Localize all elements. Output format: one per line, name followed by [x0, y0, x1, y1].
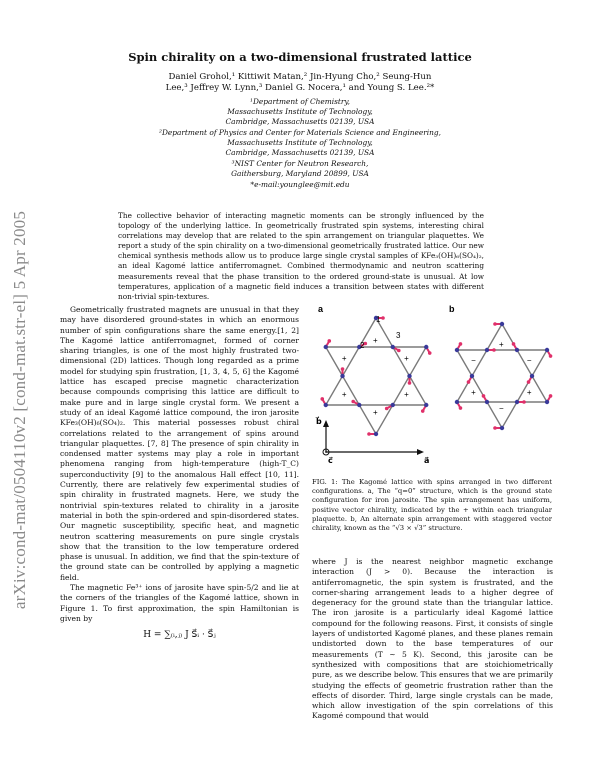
axis-c-dot [325, 451, 327, 453]
abstract: The collective behavior of interacting magnetic moments can be strongly influenced by the topology of the underlying lattice. In geometrically frustrated spin systems, interesting chiral correlations may develop that are related to the spin arrangement on triangular plaquettes. We report a study of the spin chirality on a two-dimensional geometrically frustrated lattice. Our new chemical synthesis methods allow us to produce large single crystal samples of KFe₃(OH)₆(SO₄)₂, an ideal Kagomé lattice antiferromagnet. Combined thermodynamic and neutron scattering measurements reveal that the phase transition to the ordered ground-state is unusual. At low temperatures, application of a magnetic field induces a transition between states with different non-trivial spin-textures. [118, 211, 484, 301]
spin-arrow-head [549, 394, 553, 398]
spin-arrow-head [341, 367, 345, 371]
spin-arrow-head [493, 426, 497, 430]
lattice-site [407, 374, 411, 378]
axis-c-label: c⃗ [328, 456, 333, 465]
axis-b-label: b⃗ [316, 417, 322, 426]
spin-arrow-head [381, 316, 385, 320]
lattice-site [515, 400, 519, 404]
axes-indicator [315, 416, 429, 465]
spin-arrow-head [549, 354, 553, 358]
chirality-plus-mark: + [373, 407, 378, 417]
kagome-lattice-a [320, 316, 431, 436]
lattice-site [485, 348, 489, 352]
lattice-site [357, 403, 361, 407]
spin-arrow-head [397, 349, 401, 353]
author-line-2[interactable]: Lee,³ Jeffrey W. Lynn,³ Daniel G. Nocera,¹ and Young S. Lee.²* [165, 83, 435, 93]
lattice-site [545, 348, 549, 352]
affiliation: Massachusetts Institute of Technology, [227, 107, 373, 116]
axis-a-head [417, 449, 424, 455]
lattice-site [545, 400, 549, 404]
lattice-site [530, 374, 534, 378]
paragraph: where J is the nearest neighbor magnetic exchange interaction (J > 0). Because the interaction is antiferromagnetic, the spin system is frustrated, and the corner-sharing arrangement leads to a higher degree of degeneracy for the ground state than the triangular lattice. The iron jarosite is a particularly ideal Kagomé lattice compound for the following reasons. First, it consists of single layers of undistorted Kagomé planes, and these planes remain undistorted down to the base temperatures of our measurements (T ~ 5 K). Second, this jarosite can be synthesized with compositions that are stoichiometrically pure, as we describe below. This ensures that we are primarily studying the effects of geometric frustration rather than the effects of disorder. Third, large single crystals can be made, which allow investigation of the spin correlations of this Kagomé compound that would [312, 557, 553, 721]
chirality-plus-mark: + [341, 389, 347, 399]
paragraph: The magnetic Fe³⁺ ions of jarosite have spin-5/2 and lie at the corners of the triangles of the Kagomé lattice, shown in Figure 1. To first approximation, the spin Hamiltonian is given by [60, 583, 299, 623]
affiliation: Cambridge, Massachusetts 02139, USA [225, 148, 375, 157]
spin-arrow-head [459, 406, 463, 410]
affiliation: ¹Department of Chemistry, [250, 97, 350, 106]
chirality-plus-mark: + [404, 354, 409, 364]
lattice-site [470, 374, 474, 378]
lattice-site [455, 400, 459, 404]
lattice-site [324, 403, 328, 407]
spin-arrow-head [527, 380, 531, 384]
kagome-figure [312, 300, 554, 468]
lattice-site [500, 426, 504, 430]
affiliation: ³NIST Center for Neutron Research, [231, 159, 369, 168]
chirality-plus-mark: − [471, 355, 476, 365]
arxiv-stamp [8, 150, 32, 670]
lattice-site [455, 348, 459, 352]
chirality-plus-mark: + [499, 339, 504, 349]
lattice-bond-triangle [326, 318, 426, 405]
chirality-plus-mark: + [404, 389, 409, 399]
panel-b [449, 304, 552, 430]
panel-b-label: b [449, 304, 455, 314]
email[interactable]: *e-mail:younglee@mit.edu [250, 180, 350, 189]
spin-arrow-head [421, 409, 425, 413]
author-line-1[interactable]: Daniel Grohol,¹ Kittiwit Matan,² Jin-Hyung Cho,² Seung-Hun [168, 72, 432, 82]
axis-b-head [323, 420, 329, 427]
spin-arrow-head [522, 400, 526, 404]
spin-arrow-head [482, 394, 486, 398]
chirality-plus-mark: − [526, 355, 532, 365]
chirality-plus-mark: + [373, 336, 378, 346]
plaquette-label-2: 2 [360, 341, 365, 350]
spin-arrow-head [367, 432, 371, 436]
kagome-lattice-b [455, 322, 553, 430]
lattice-site [500, 322, 504, 326]
chirality-plus-mark: + [526, 388, 532, 398]
spin-arrow-head [493, 322, 497, 326]
author-list [140, 72, 460, 94]
lattice-site [340, 374, 344, 378]
axis-a-label: a⃗ [424, 456, 430, 465]
lattice-site [424, 345, 428, 349]
spin-arrow-head [385, 407, 389, 411]
figure-1 [312, 300, 554, 468]
chirality-plus-mark: − [499, 404, 504, 414]
chirality-plus-mark: + [471, 388, 476, 398]
spin-arrow-head [320, 397, 324, 401]
lattice-site [391, 345, 395, 349]
plaquette-label-1: 1 [376, 315, 381, 324]
affiliation: Massachusetts Institute of Technology, [227, 138, 373, 147]
affiliation: Cambridge, Massachusetts 02139, USA [225, 117, 375, 126]
spin-arrow-head [492, 348, 496, 352]
plaquette-label-3: 3 [396, 331, 401, 340]
spin-arrow-head [408, 381, 412, 385]
spin-arrow-head [428, 351, 432, 355]
lattice-site [391, 403, 395, 407]
chirality-plus-mark: + [341, 354, 347, 364]
body-right-column [312, 557, 553, 722]
spin-arrow-head [467, 380, 471, 384]
spin-arrow-head [512, 342, 516, 346]
affiliation: Gaithersburg, Maryland 20899, USA [231, 169, 369, 178]
lattice-bond-triangle [326, 347, 426, 434]
panel-a-label: a [318, 304, 324, 314]
body-left-column [60, 305, 299, 647]
lattice-site [424, 403, 428, 407]
figure-caption: FIG. 1: The Kagomé lattice with spins arranged in two different configurations. a, The “q=0” structure, which is the ground state configuration for iron jarosite. The spin arrangement has uniform, positive vector chirality, indicated by the + within each triangular plaquette. b, An alternate spin arrangement with staggered vector chirality, known as the “√3 × √3” structure. [312, 478, 552, 533]
spin-arrow-head [351, 400, 355, 404]
arxiv-stamp-text: arXiv:cond-mat/0504110v2 [cond-mat.str-el] 5 Apr 2005 [10, 210, 29, 610]
lattice-site [374, 432, 378, 436]
lattice-site [485, 400, 489, 404]
affiliation: ²Department of Physics and Center for Materials Science and Engineering, [159, 128, 441, 137]
paper-title: Spin chirality on a two-dimensional frustrated lattice [128, 50, 472, 64]
lattice-site [515, 348, 519, 352]
lattice-site [324, 345, 328, 349]
spin-arrow-head [459, 342, 463, 346]
paragraph: Geometrically frustrated magnets are unusual in that they may have disordered ground-states in which an enormous number of spin configurations share the same energy.[1, 2] The Kagomé lattice antiferromagnet, formed of corner sharing triangles, is one of the most highly frustrated two-dimensional (2D) lattices. Though long regarded as a prime model for studying spin frustration, [1, 3, 4, 5, 6] the Kagomé lattice has escaped precise magnetic characterization because compounds comprising this lattice are difficult to make pure and in large single crystal form. We present a study of an ideal Kagomé lattice compound, the iron jarosite KFe₃(OH)₆(SO₄)₂. This material possesses robust chiral correlations related to the arrangement of spins around triangular plaquettes. [7, 8] The presence of spin chirality in condensed matter systems may play a role in important phenomena ranging from high-temperature (high-T_C) superconductivity [9] to the anomalous Hall effect [10, 11]. Currently, there are relatively few experimental studies of spin chirality in frustrated magnets. Here, we study the nontrivial spin-textures related to chirality in a jarosite material in both the spin-ordered and spin-disordered states. Our magnetic susceptibility, specific heat, and magnetic neutron scattering measurements on pure single crystals show that the transition to the low temperature ordered phase is unusual. In addition, we find that the spin-texture of the ground state can be controlled by applying a magnetic field. [60, 305, 299, 582]
spin-arrow-head [327, 339, 331, 343]
panel-a [315, 304, 431, 465]
hamiltonian-equation: H = ∑₍ᵢ,ⱼ₎ J S⃗ᵢ · S⃗ⱼ [143, 630, 216, 641]
